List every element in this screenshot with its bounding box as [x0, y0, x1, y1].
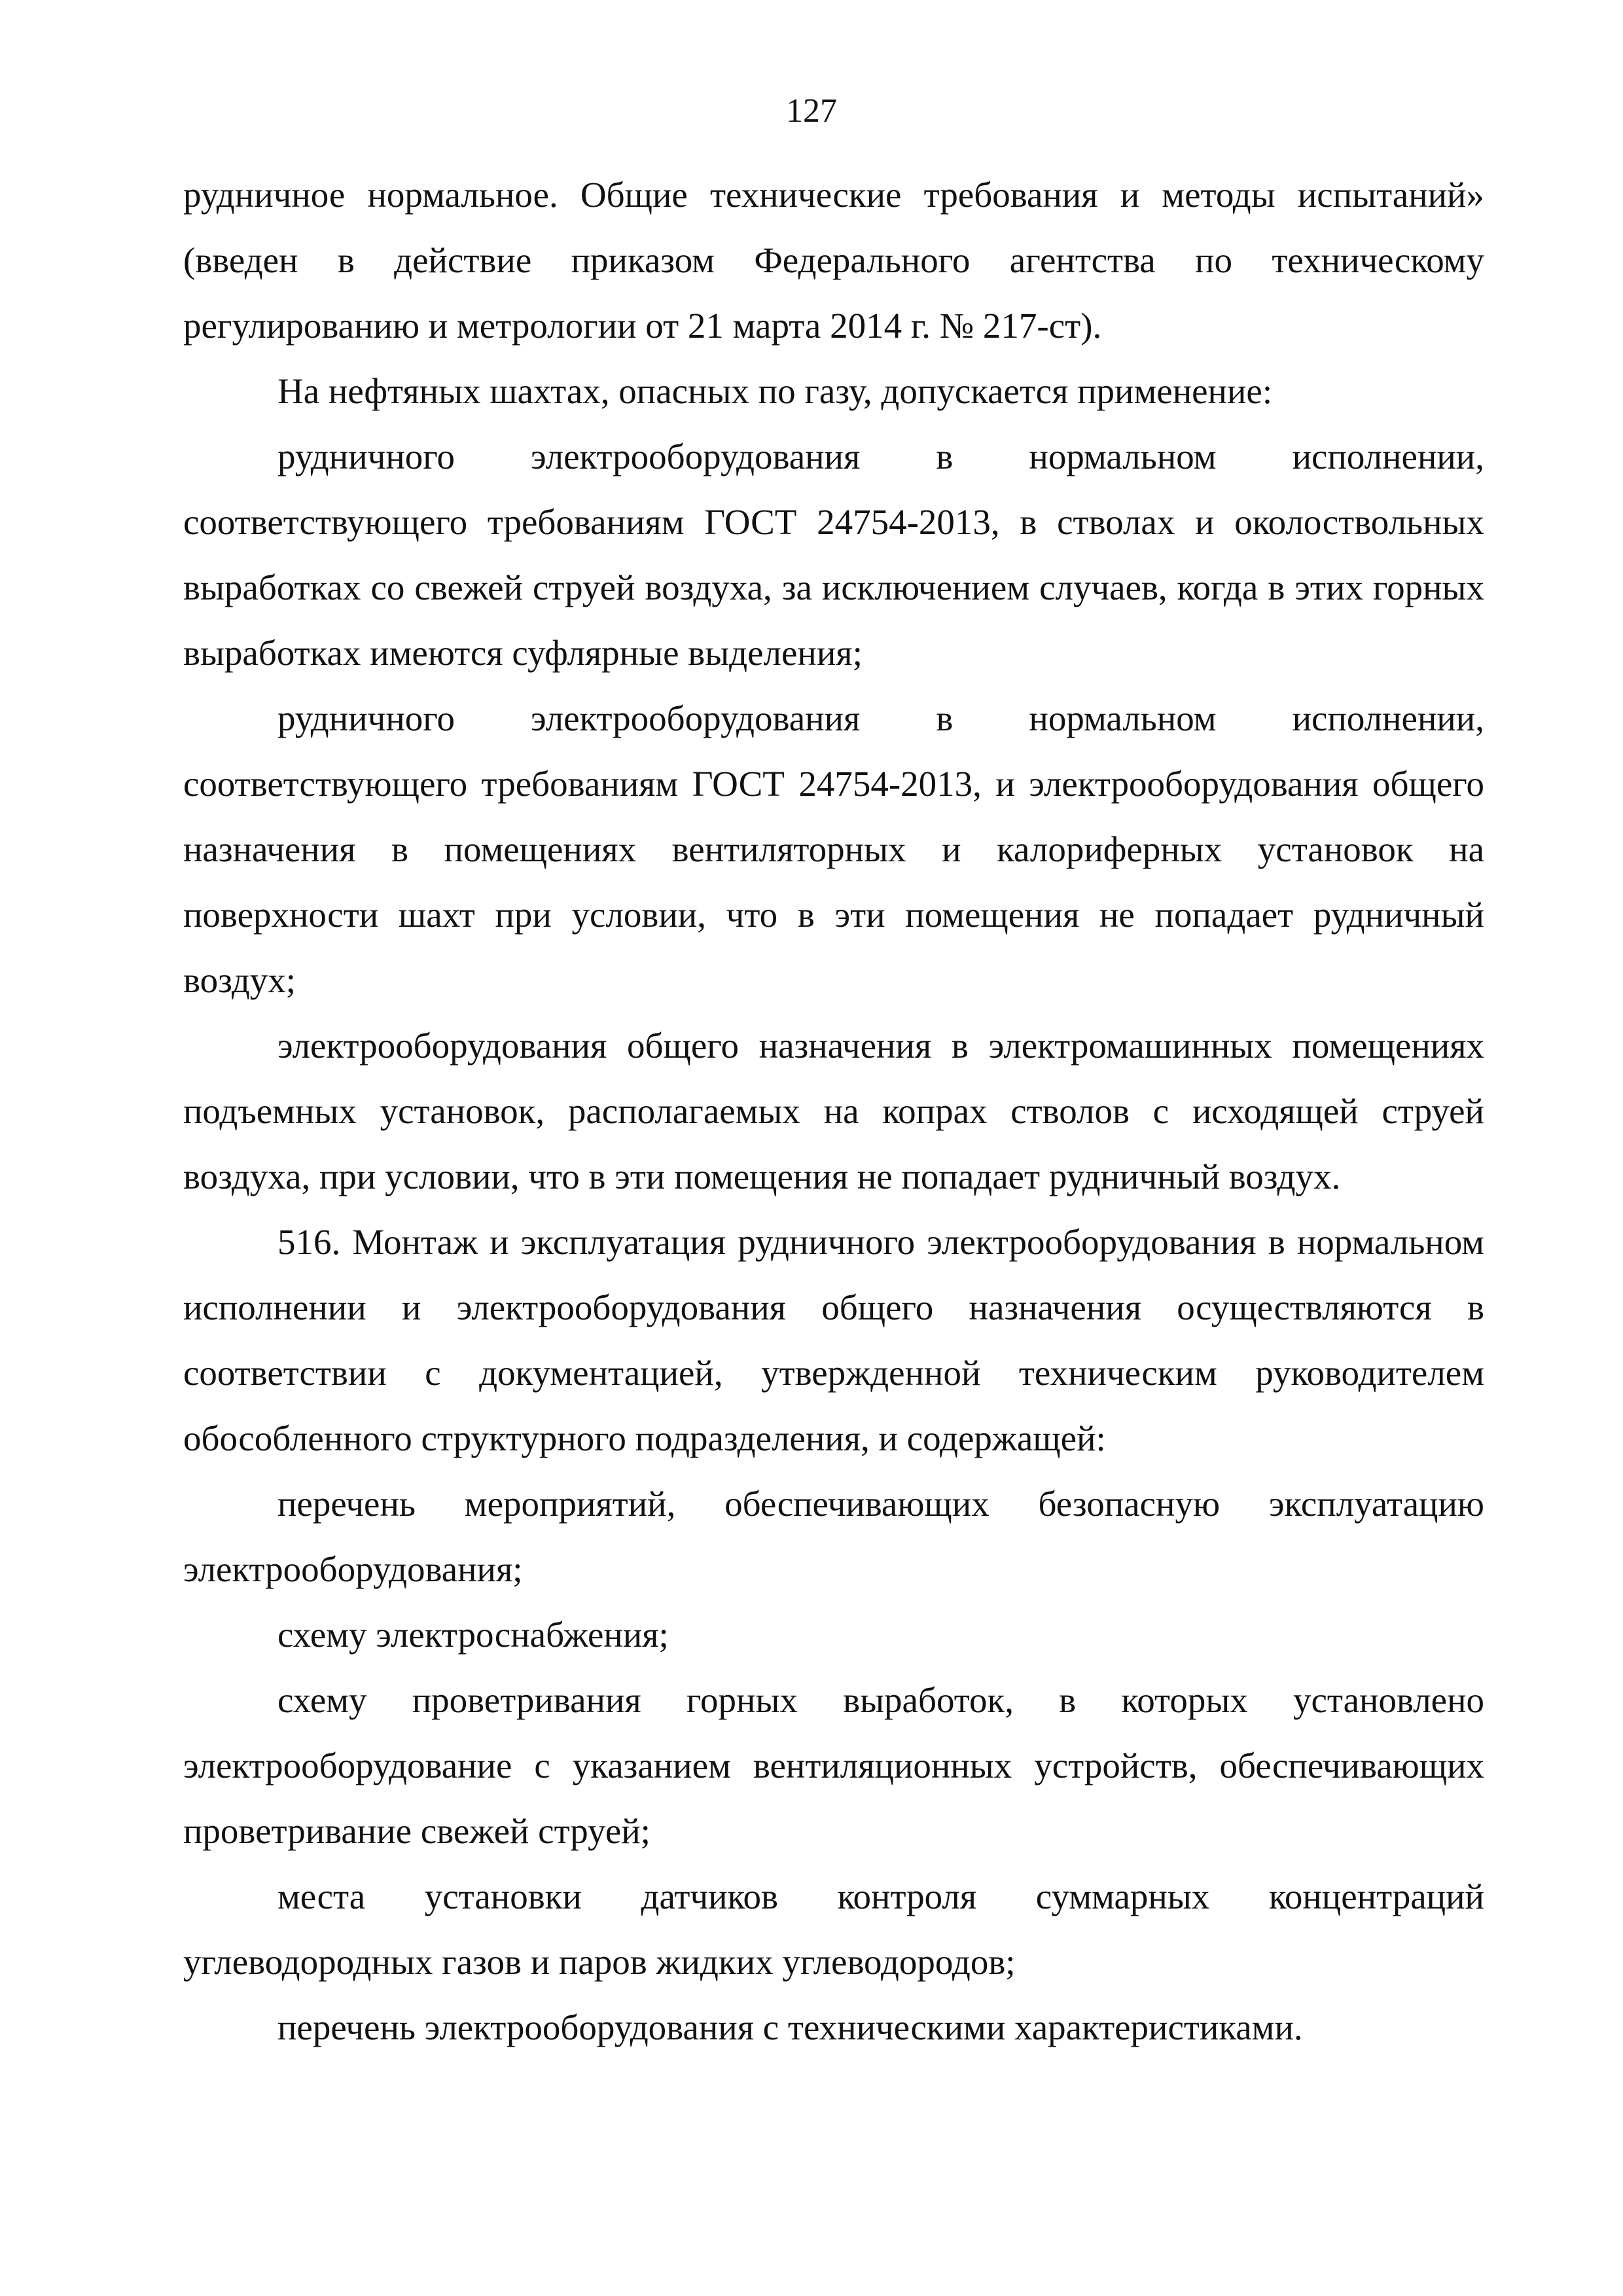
paragraph-continuation: рудничное нормальное. Общие технические требования и методы испытаний» (введен в действие приказом Федерального агентства по техническому регулированию и метрологии от 21 марта 2014 г. № 217-ст). [183, 175, 1484, 346]
paragraph-item: перечень электрооборудования с техническими характеристиками. [277, 2007, 1303, 2047]
paragraph-item: рудничного электрооборудования в нормальном исполнении, соответствующего требованиям ГОСТ 24754-2013, и электрооборудования общего назначения в помещениях вентиляторных и калориферных установок на поверхности шахт при условии, что в эти помещения не попадает рудничный воздух; [183, 698, 1484, 1000]
paragraph-item: схему электроснабжения; [277, 1615, 669, 1655]
paragraph-item: места установки датчиков контроля суммарных концентраций углеводородных газов и паров жидких углеводородов; [183, 1876, 1484, 1982]
paragraph-clause-516: 516. Монтаж и эксплуатация рудничного электрооборудования в нормальном исполнении и электрооборудования общего назначения осуществляются в соответствии с документацией, утвержденной техническим руководителем обособленного структурного подразделения, и содержащей: [183, 1222, 1484, 1458]
paragraph-intro: На нефтяных шахтах, опасных по газу, допускается применение: [277, 371, 1273, 411]
page-number: 127 [786, 92, 837, 130]
paragraph-item: схему проветривания горных выработок, в которых установлено электрооборудование с указанием вентиляционных устройств, обеспечивающих проветривание свежей струей; [183, 1680, 1484, 1851]
paragraph-item: электрооборудования общего назначения в электромашинных помещениях подъемных установок, располагаемых на копрах стволов с исходящей струей воздуха, при условии, что в эти помещения не попадает рудничный воздух. [183, 1026, 1484, 1196]
paragraph-item: рудничного электрооборудования в нормальном исполнении, соответствующего требованиям ГОСТ 24754-2013, в стволах и околоствольных выработках со свежей струей воздуха, за исключением случаев, когда в этих горных выработках имеются суфлярные выделения; [183, 437, 1484, 673]
paragraph-item: перечень мероприятий, обеспечивающих безопасную эксплуатацию электрооборудования; [183, 1484, 1484, 1589]
body-text [183, 162, 1484, 2060]
